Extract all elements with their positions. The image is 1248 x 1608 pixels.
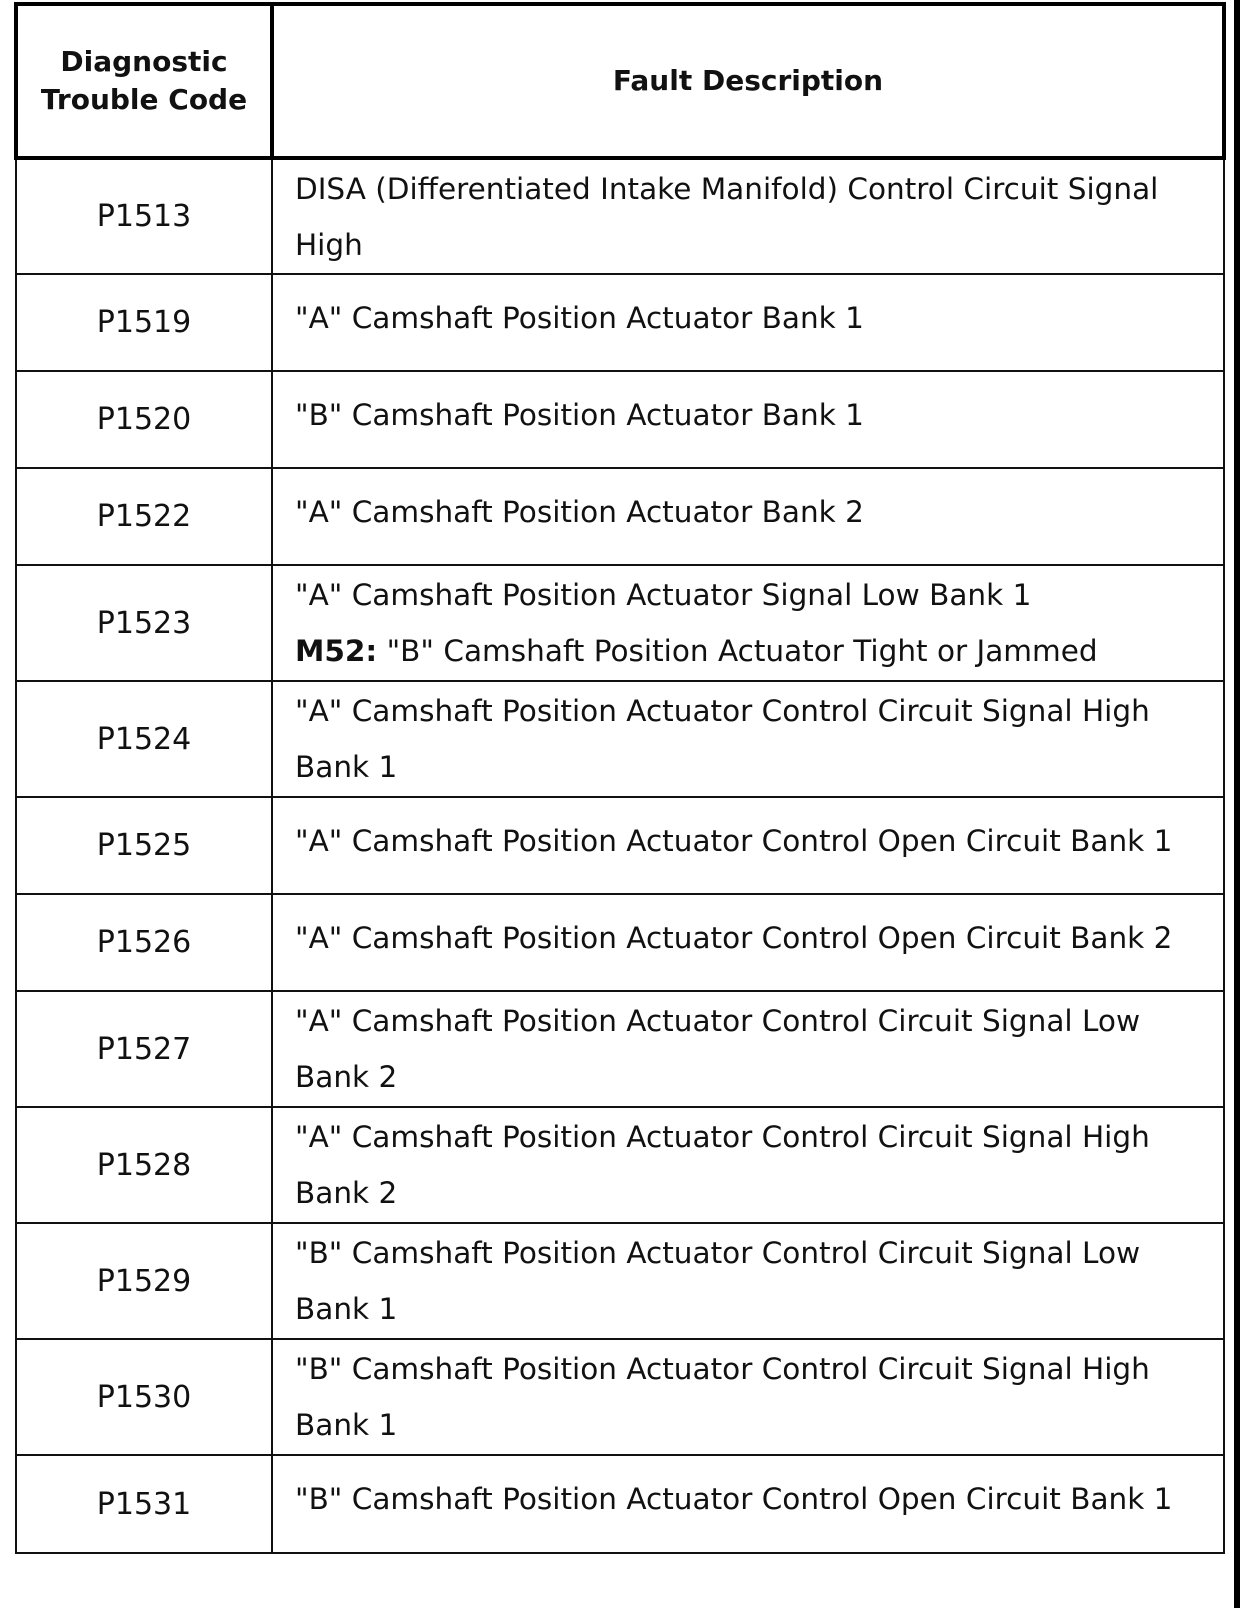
dtc-code: P1513 [16,158,272,274]
description-line: "A" Camshaft Position Actuator Control Open Circuit Bank 1 [295,824,1173,858]
header-dtc [16,4,272,158]
description-line: DISA (Differentiated Intake Manifold) Control Circuit Signal [295,171,1159,206]
description-line: "B" Camshaft Position Actuator Bank 1 [295,398,864,432]
description-line: Bank 2 [295,1176,398,1210]
fault-description [272,681,1224,797]
fault-description [272,1339,1224,1455]
table-row [16,894,1224,991]
table-row [16,797,1224,894]
table-row [16,1107,1224,1223]
table-row [16,1223,1224,1339]
dtc-code: P1522 [16,468,272,565]
dtc-code: P1525 [16,797,272,894]
description-line: Bank 1 [295,1408,398,1442]
description-line: "B" Camshaft Position Actuator Control Open Circuit Bank 1 [295,1482,1173,1516]
table-row [16,468,1224,565]
fault-description [272,991,1224,1107]
table-row [16,371,1224,468]
fault-description [272,894,1224,991]
table-row [16,991,1224,1107]
fault-description [272,468,1224,565]
description-line: "A" Camshaft Position Actuator Control Circuit Signal High [295,1120,1150,1154]
dtc-table [14,2,1226,1554]
description-line: "B" Camshaft Position Actuator Control Circuit Signal Low [295,1236,1141,1270]
fault-description [272,158,1224,274]
description-line: "A" Camshaft Position Actuator Signal Low Bank 1 [295,578,1032,612]
description-line: "A" Camshaft Position Actuator Control Circuit Signal High [295,694,1150,728]
description-line: "A" Camshaft Position Actuator Bank 1 [295,301,864,335]
table-row [16,1455,1224,1553]
header-fault-description: Fault Description [272,4,1224,158]
table-header-row [16,4,1224,158]
description-note-text: "B" Camshaft Position Actuator Tight or Jammed [377,634,1098,668]
description-line: "B" Camshaft Position Actuator Control Circuit Signal High [295,1352,1150,1386]
dtc-code: P1526 [16,894,272,991]
dtc-code: P1531 [16,1455,272,1553]
dtc-code: P1520 [16,371,272,468]
engine-model-label: M52: [295,634,378,668]
fault-description [272,1455,1224,1553]
fault-description [272,1223,1224,1339]
header-dtc-line2: Trouble Code [40,83,248,116]
table-row [16,274,1224,371]
fault-description [272,371,1224,468]
dtc-code: P1523 [16,565,272,681]
table-row [16,1339,1224,1455]
fault-description [272,1107,1224,1223]
dtc-code: P1524 [16,681,272,797]
description-line: "A" Camshaft Position Actuator Control Circuit Signal Low [295,1004,1141,1038]
header-dtc-line1: Diagnostic [60,45,228,78]
fault-description [272,797,1224,894]
table-row [16,565,1224,681]
fault-description [272,565,1224,681]
dtc-code: P1528 [16,1107,272,1223]
description-line: High [295,227,363,262]
description-line: "A" Camshaft Position Actuator Bank 2 [295,495,864,529]
description-line: "A" Camshaft Position Actuator Control Open Circuit Bank 2 [295,921,1173,955]
fault-description [272,274,1224,371]
dtc-code: P1519 [16,274,272,371]
dtc-code: P1530 [16,1339,272,1455]
description-note-line [295,623,1215,679]
table-row [16,681,1224,797]
dtc-code: P1529 [16,1223,272,1339]
page-edge-rule [1234,0,1240,1608]
description-line: Bank 1 [295,750,398,784]
description-line: Bank 2 [295,1060,398,1094]
description-line: Bank 1 [295,1292,398,1326]
table-row [16,158,1224,274]
dtc-code: P1527 [16,991,272,1107]
